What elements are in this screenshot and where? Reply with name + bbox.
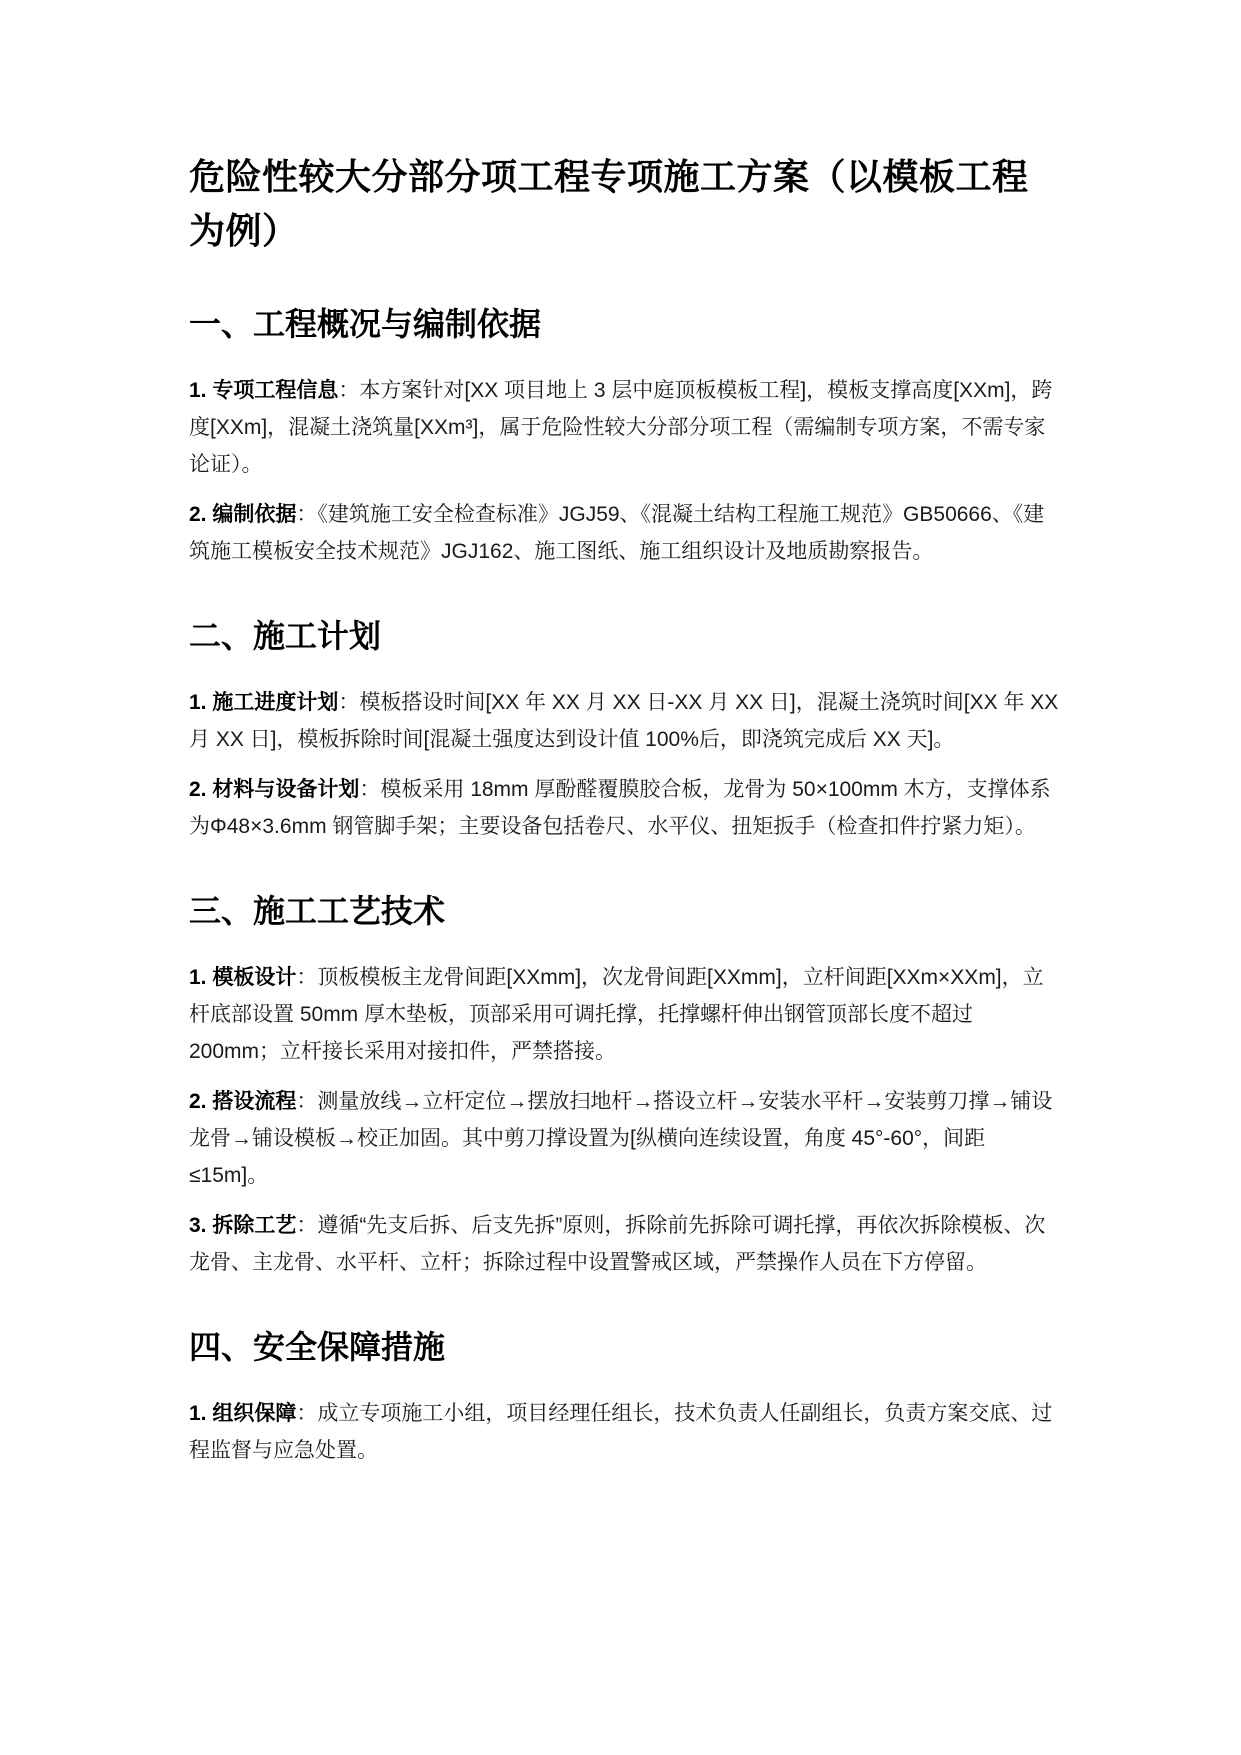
- paragraph-separator: ：: [296, 1214, 318, 1237]
- paragraph-lead: 1. 模板设计: [189, 966, 297, 989]
- section-safety: [189, 1325, 1059, 1469]
- paragraph-organization: [189, 1395, 1059, 1469]
- section-heading: 三、施工工艺技术: [189, 893, 446, 929]
- paragraph-separator: ：: [296, 503, 318, 526]
- paragraph-text: 模板搭设时间[XX 年 XX 月 XX 日-XX 月 XX 日]，混凝土浇筑时间[XX 年 XX 月 XX 日]，模板拆除时间[混凝土强度达到设计值 100%后，即浇筑完成后 XX 天]。: [189, 691, 1059, 751]
- section-heading: 二、施工计划: [189, 618, 382, 654]
- paragraph-separator: ：: [338, 691, 360, 714]
- paragraph-separator: ：: [296, 1402, 318, 1425]
- paragraph-lead: 1. 专项工程信息: [189, 379, 339, 402]
- paragraph-separator: ：: [359, 778, 381, 801]
- paragraph-formwork-design: [189, 959, 1059, 1070]
- paragraph-basis: [189, 496, 1059, 570]
- paragraph-lead: 1. 组织保障: [189, 1402, 297, 1425]
- paragraph-text: 遵循“先支后拆、后支先拆”原则，拆除前先拆除可调托撑，再依次拆除模板、次龙骨、主龙骨、水平杆、立杆；拆除过程中设置警戒区域，严禁操作人员在下方停留。: [189, 1214, 1046, 1274]
- paragraph-erection-process: [189, 1083, 1059, 1194]
- paragraph-materials: [189, 771, 1059, 845]
- paragraph-text: 成立专项施工小组，项目经理任组长，技术负责人任副组长，负责方案交底、过程监督与应急处置。: [189, 1402, 1053, 1462]
- paragraph-text: 测量放线→立杆定位→摆放扫地杆→搭设立杆→安装水平杆→安装剪刀撑→铺设龙骨→铺设模板→校正加固。其中剪刀撑设置为[纵横向连续设置，角度 45°-60°，间距≤15m]。: [189, 1090, 1053, 1187]
- document-page: [189, 150, 1059, 1513]
- paragraph-text: 本方案针对[XX 项目地上 3 层中庭顶板模板工程]，模板支撑高度[XXm]，跨度[XXm]，混凝土浇筑量[XXm³]，属于危险性较大分部分项工程（需编制专项方案，不需专家论证）。: [189, 379, 1053, 476]
- paragraph-lead: 1. 施工进度计划: [189, 691, 339, 714]
- section-heading: 四、安全保障措施: [189, 1329, 446, 1365]
- paragraph-lead: 2. 材料与设备计划: [189, 778, 360, 801]
- paragraph-lead: 2. 编制依据: [189, 503, 297, 526]
- paragraph-schedule: [189, 684, 1059, 758]
- section-heading: 一、工程概况与编制依据: [189, 306, 542, 342]
- document-title: 危险性较大分部分项工程专项施工方案（以模板工程为例）: [189, 156, 1029, 251]
- paragraph-separator: ：: [296, 966, 318, 989]
- paragraph-separator: ：: [296, 1090, 318, 1113]
- paragraph-text: 模板采用 18mm 厚酚醛覆膜胶合板，龙骨为 50×100mm 木方，支撑体系为Φ48×3.6mm 钢管脚手架；主要设备包括卷尺、水平仪、扭矩扳手（检查扣件拧紧力矩）。: [189, 778, 1051, 838]
- section-overview: [189, 302, 1059, 570]
- paragraph-lead: 2. 搭设流程: [189, 1090, 297, 1113]
- paragraph-lead: 3. 拆除工艺: [189, 1214, 297, 1237]
- paragraph-project-info: [189, 372, 1059, 483]
- paragraph-text: 顶板模板主龙骨间距[XXmm]，次龙骨间距[XXmm]，立杆间距[XXm×XXm]，立杆底部设置 50mm 厚木垫板，顶部采用可调托撑，托撑螺杆伸出钢管顶部长度不超过 200mm；立杆接长采用对接扣件，严禁搭接。: [189, 966, 1044, 1063]
- paragraph-separator: ：: [338, 379, 360, 402]
- paragraph-removal: [189, 1207, 1059, 1281]
- section-plan: [189, 614, 1059, 845]
- paragraph-text: 《建筑施工安全检查标准》JGJ59、《混凝土结构工程施工规范》GB50666、《建筑施工模板安全技术规范》JGJ162、施工图纸、施工组织设计及地质勘察报告。: [189, 503, 1045, 563]
- section-technique: [189, 889, 1059, 1281]
